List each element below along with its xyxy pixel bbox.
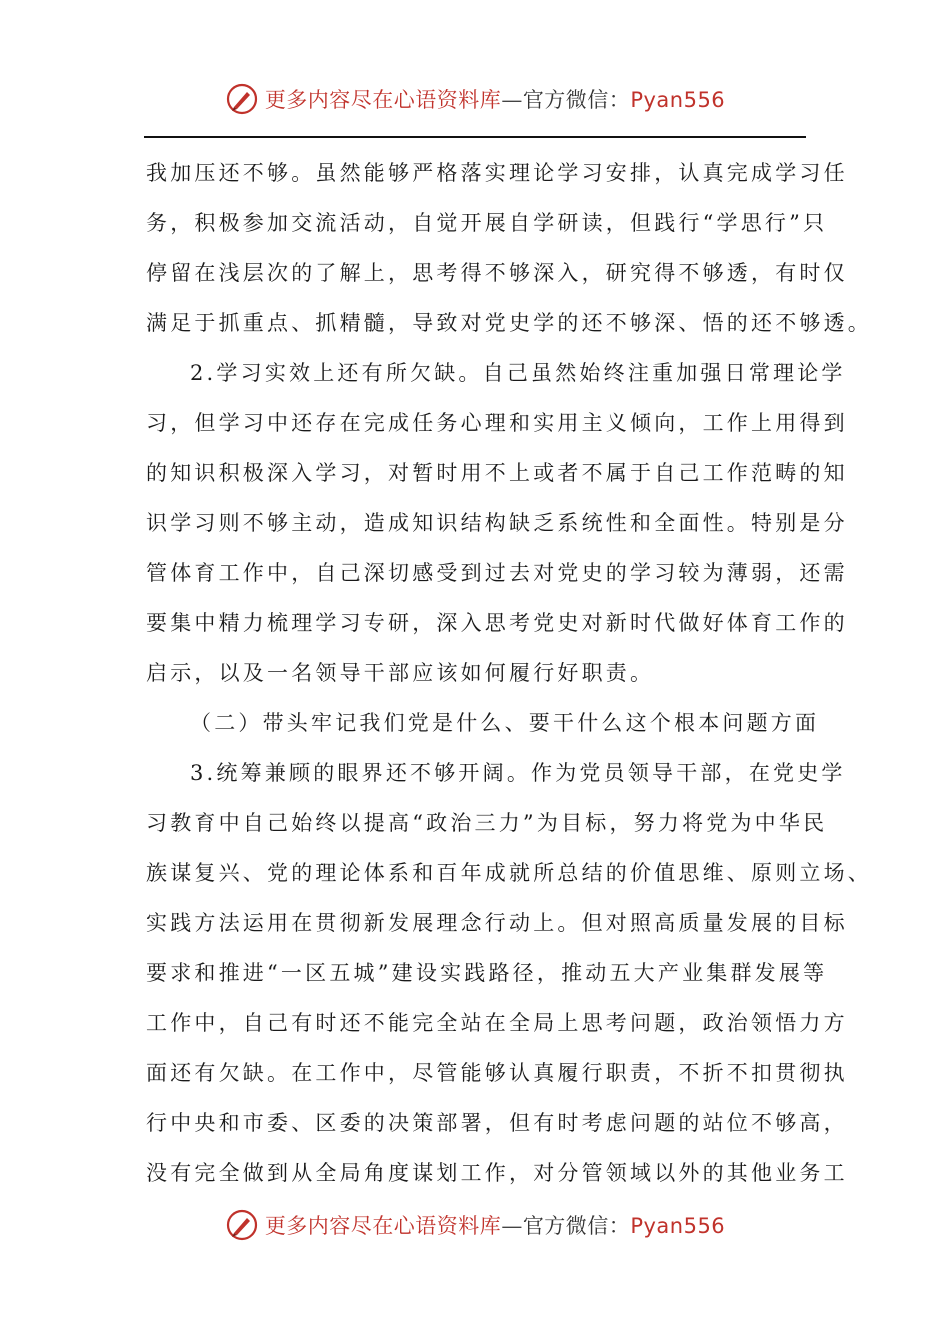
pen-logo-icon bbox=[225, 82, 259, 116]
text-line: 的知识积极深入学习，对暂时用不上或者不属于自己工作范畴的知 bbox=[146, 461, 848, 485]
text-line: 启示，以及一名领导干部应该如何履行好职责。 bbox=[146, 661, 655, 685]
text-line: （二）带头牢记我们党是什么、要干什么这个根本问题方面 bbox=[190, 711, 820, 735]
document-body bbox=[146, 148, 872, 1198]
header-divider bbox=[144, 136, 806, 138]
watermark-id: Pyan556 bbox=[630, 88, 726, 112]
watermark-text bbox=[265, 84, 725, 114]
header-watermark bbox=[0, 82, 950, 116]
watermark-main: 更多内容尽在心语资料库 bbox=[264, 88, 502, 112]
text-line: 务，积极参加交流活动，自觉开展自学研读，但践行“学思行”只 bbox=[146, 211, 828, 235]
watermark-label: 官方微信： bbox=[522, 88, 631, 112]
text-line: 2.学习实效上还有所欠缺。自己虽然始终注重加强日常理论学 bbox=[190, 361, 846, 385]
text-line: 面还有欠缺。在工作中，尽管能够认真履行职责，不折不扣贯彻执 bbox=[146, 1061, 848, 1085]
text-line: 停留在浅层次的了解上，思考得不够深入，研究得不够透，有时仅 bbox=[146, 261, 848, 285]
text-line: 要集中精力梳理学习专研，深入思考党史对新时代做好体育工作的 bbox=[146, 611, 848, 635]
text-line: 族谋复兴、党的理论体系和百年成就所总结的价值思维、原则立场、 bbox=[146, 861, 872, 885]
watermark-id: Pyan556 bbox=[630, 1214, 726, 1238]
text-line: 管体育工作中，自己深切感受到过去对党史的学习较为薄弱，还需 bbox=[146, 561, 848, 585]
watermark-label: 官方微信： bbox=[522, 1214, 631, 1238]
watermark-dash: — bbox=[501, 88, 523, 112]
text-line: 要求和推进“一区五城”建设实践路径，推动五大产业集群发展等 bbox=[146, 961, 828, 985]
text-line: 没有完全做到从全局角度谋划工作，对分管领域以外的其他业务工 bbox=[146, 1161, 848, 1185]
text-line: 识学习则不够主动，造成知识结构缺乏系统性和全面性。特别是分 bbox=[146, 511, 848, 535]
text-line: 习，但学习中还存在完成任务心理和实用主义倾向，工作上用得到 bbox=[146, 411, 848, 435]
text-line: 工作中，自己有时还不能完全站在全局上思考问题，政治领悟力方 bbox=[146, 1011, 848, 1035]
text-line: 我加压还不够。虽然能够严格落实理论学习安排，认真完成学习任 bbox=[146, 161, 848, 185]
text-line: 习教育中自己始终以提高“政治三力”为目标，努力将党为中华民 bbox=[146, 811, 828, 835]
footer-watermark bbox=[0, 1208, 950, 1242]
watermark-text bbox=[265, 1210, 725, 1240]
watermark-dash: — bbox=[501, 1214, 523, 1238]
pen-logo-icon bbox=[225, 1208, 259, 1242]
text-line: 3.统筹兼顾的眼界还不够开阔。作为党员领导干部，在党史学 bbox=[190, 761, 846, 785]
text-line: 行中央和市委、区委的决策部署，但有时考虑问题的站位不够高， bbox=[146, 1111, 848, 1135]
text-line: 实践方法运用在贯彻新发展理念行动上。但对照高质量发展的目标 bbox=[146, 911, 848, 935]
text-line: 满足于抓重点、抓精髓，导致对党史学的还不够深、悟的还不够透。 bbox=[146, 311, 872, 335]
watermark-main: 更多内容尽在心语资料库 bbox=[264, 1214, 502, 1238]
